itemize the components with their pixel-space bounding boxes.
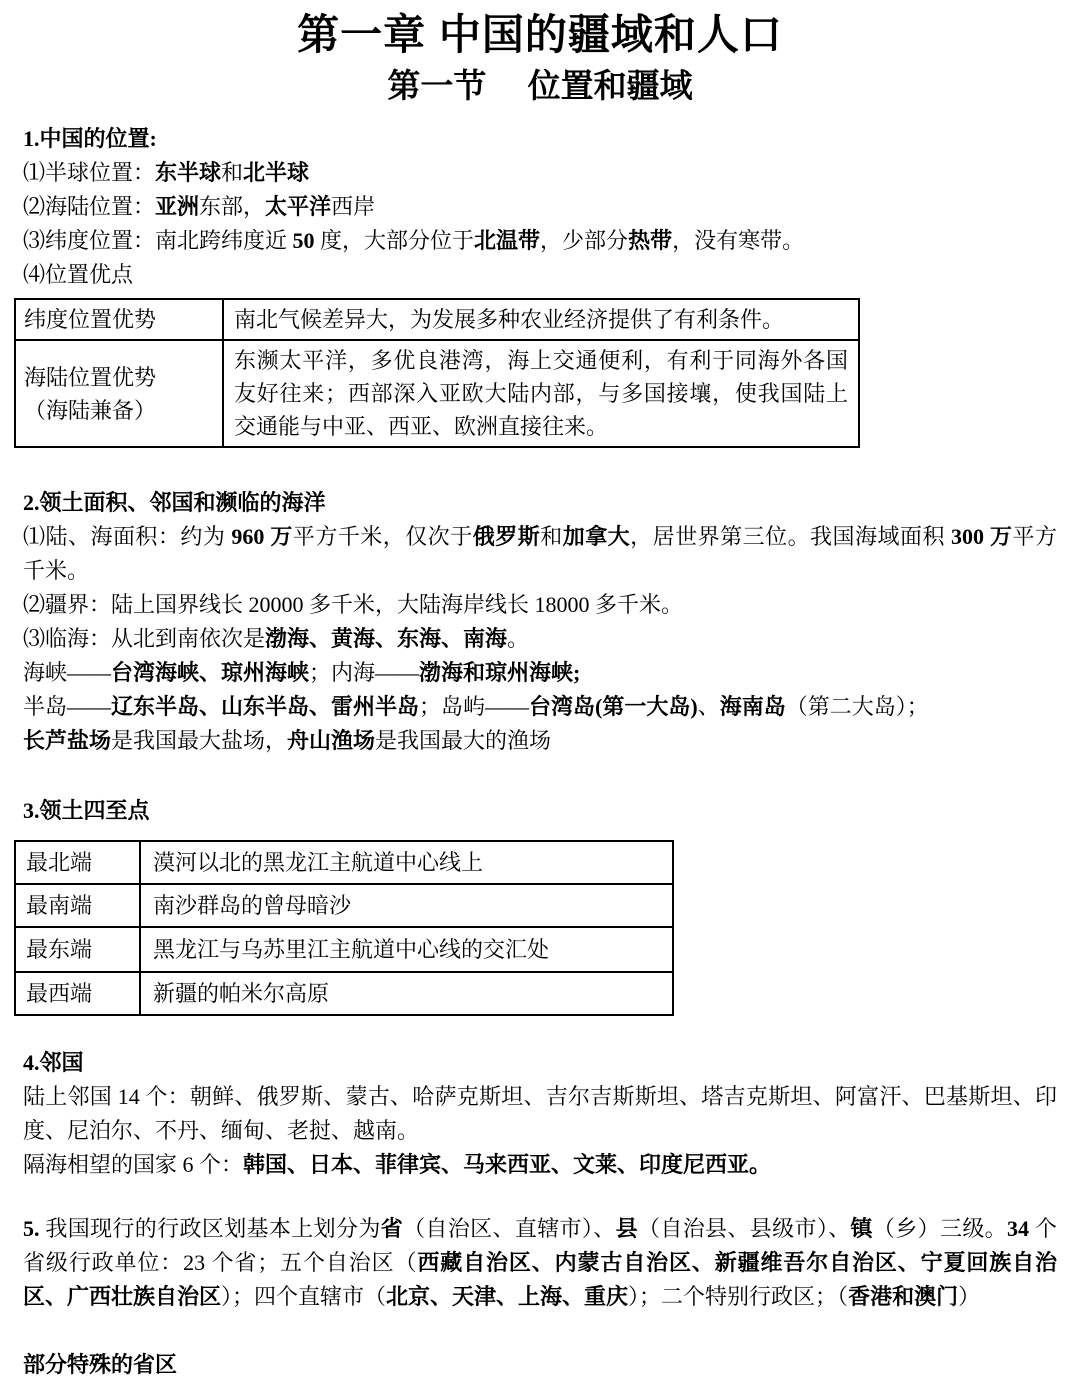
label-line-1: 海陆位置优势 bbox=[24, 364, 157, 390]
paragraph-position-advantage: ⑷位置优点 bbox=[23, 262, 134, 287]
heading-china-location: 1.中国的位置: bbox=[23, 126, 157, 151]
paragraph-straits-inland-seas: 海峡——台湾海峡、琼州海峡；内海——渤海和琼州海峡; bbox=[23, 660, 581, 685]
table-row-latitude-advantage bbox=[15, 299, 859, 340]
position-advantage-table bbox=[14, 298, 860, 448]
row-label-cell: 最东端 bbox=[15, 927, 140, 972]
paragraph-land-sea-area: ⑴陆、海面积：约为 960 万平方千米，仅次于俄罗斯和加拿大，居世界第三位。我国海域面积 300 万平方千米。 bbox=[23, 524, 1057, 583]
row-label-cell: 最西端 bbox=[15, 972, 140, 1015]
table-row-north bbox=[15, 841, 673, 884]
row-content-cell: 漠河以北的黑龙江主航道中心线上 bbox=[140, 841, 673, 884]
paragraph-hemisphere-position: ⑴半球位置：东半球和北半球 bbox=[23, 160, 310, 185]
heading-territory-area: 2.领土面积、邻国和濒临的海洋 bbox=[23, 490, 326, 515]
heading-neighbor-countries: 4.邻国 bbox=[23, 1050, 84, 1075]
chapter-title: 第一章 中国的疆域和人口 bbox=[297, 11, 783, 58]
paragraph-saltfield-fishery: 长芦盐场是我国最大盐场，舟山渔场是我国最大的渔场 bbox=[23, 728, 552, 753]
heading-special-provinces: 部分特殊的省区 bbox=[23, 1352, 178, 1377]
paragraph-latitude-position: ⑶纬度位置：南北跨纬度近 50 度，大部分位于北温带，少部分热带，没有寒带。 bbox=[23, 228, 805, 253]
paragraph-land-neighbors: 陆上邻国 14 个：朝鲜、俄罗斯、蒙古、哈萨克斯坦、吉尔吉斯斯坦、塔吉克斯坦、阿富汗、巴基斯坦、印度、尼泊尔、不丹、缅甸、老挝、越南。 bbox=[23, 1084, 1057, 1143]
paragraph-administrative-divisions: 5. 我国现行的行政区划基本上划分为省（自治区、直辖市）、县（自治县、县级市）、镇（乡）三级。34 个省级行政单位：23 个省；五个自治区（西藏自治区、内蒙古自治区、新疆维吾尔自治区、宁夏回族自治区、广西壮族自治区）；四个直辖市（北京、天津、上海、重庆）；二个特别行政区；（香港和澳门） bbox=[23, 1216, 1057, 1309]
paragraph-land-sea-position: ⑵海陆位置：亚洲东部，太平洋西岸 bbox=[23, 194, 376, 219]
label-line-2: （海陆兼备） bbox=[24, 397, 157, 423]
row-label-cell bbox=[15, 340, 223, 447]
row-content-cell: 南沙群岛的曾母暗沙 bbox=[140, 884, 673, 927]
row-label-cell: 最南端 bbox=[15, 884, 140, 927]
section-subtitle: 第一节 位置和疆域 bbox=[387, 69, 693, 105]
paragraph-sea-neighbors: 隔海相望的国家 6 个：韩国、日本、菲律宾、马来西亚、文莱、印度尼西亚。 bbox=[23, 1152, 772, 1177]
table-row-landsea-advantage bbox=[15, 340, 859, 447]
row-content-cell: 南北气候差异大，为发展多种农业经济提供了有利条件。 bbox=[223, 299, 859, 340]
row-content-cell: 新疆的帕米尔高原 bbox=[140, 972, 673, 1015]
territory-extremes-table bbox=[14, 840, 674, 1016]
table-row-east bbox=[15, 927, 673, 972]
row-label-cell: 纬度位置优势 bbox=[15, 299, 223, 340]
paragraph-boundary: ⑵疆界：陆上国界线长 20000 多千米，大陆海岸线长 18000 多千米。 bbox=[23, 592, 684, 617]
paragraph-peninsulas-islands: 半岛——辽东半岛、山东半岛、雷州半岛；岛屿——台湾岛(第一大岛)、海南岛（第二大岛）； bbox=[23, 694, 929, 719]
row-content-cell: 东濒太平洋，多优良港湾，海上交通便利，有利于同海外各国友好往来；西部深入亚欧大陆内部，与多国接壤，使我国陆上交通能与中亚、西亚、欧洲直接往来。 bbox=[223, 340, 859, 447]
row-label-cell: 最北端 bbox=[15, 841, 140, 884]
paragraph-adjacent-seas: ⑶临海：从北到南依次是渤海、黄海、东海、南海。 bbox=[23, 626, 530, 651]
table-row-south bbox=[15, 884, 673, 927]
table-row-west bbox=[15, 972, 673, 1015]
heading-territory-extremes: 3.领土四至点 bbox=[23, 798, 150, 823]
row-content-cell: 黑龙江与乌苏里江主航道中心线的交汇处 bbox=[140, 927, 673, 972]
